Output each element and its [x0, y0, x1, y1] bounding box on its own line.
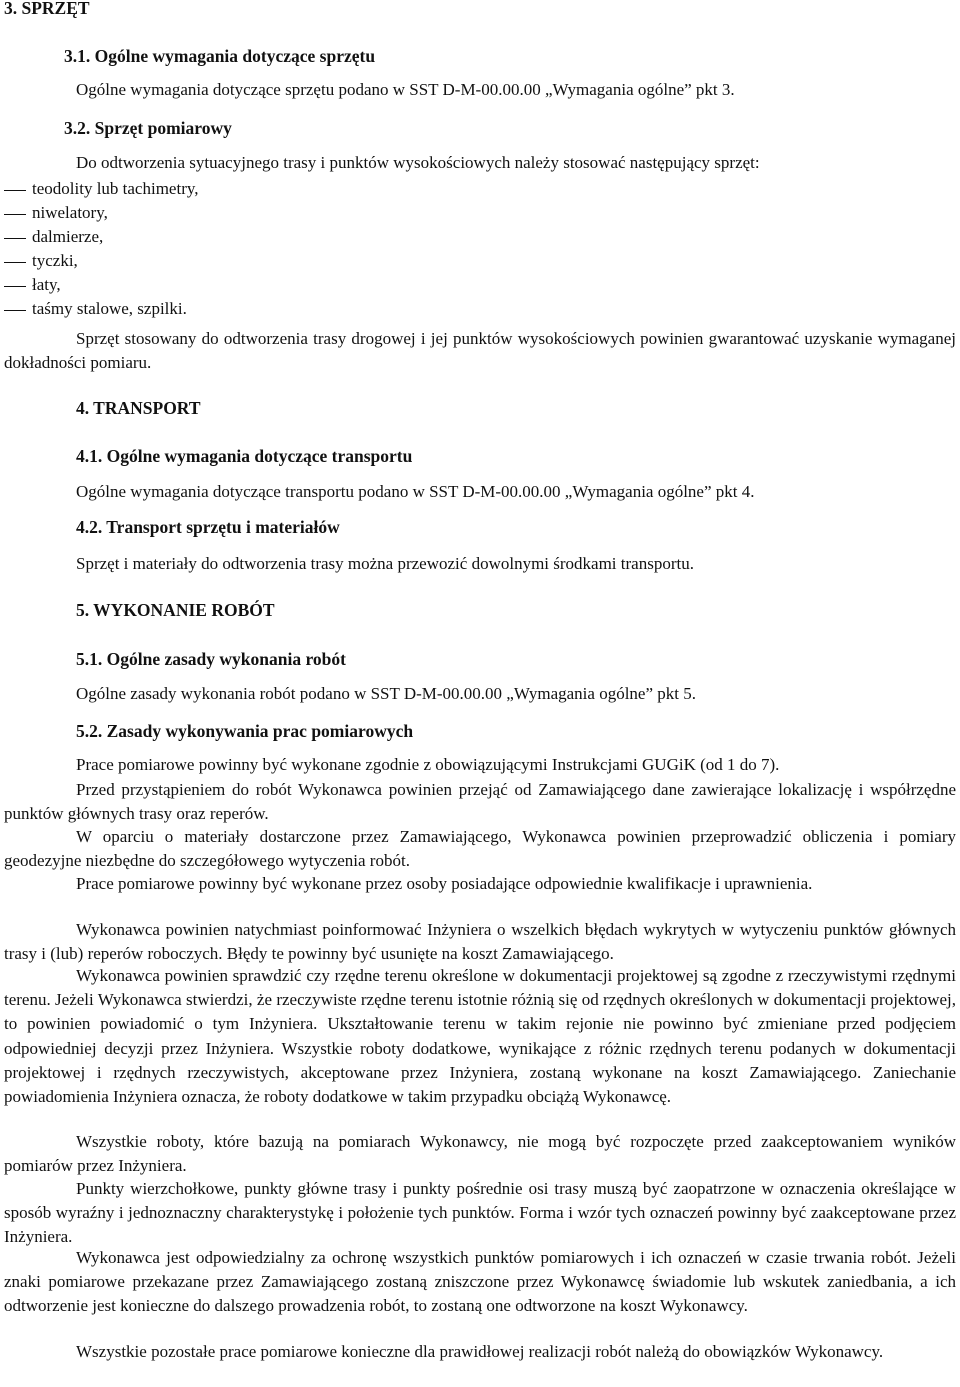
list-item: dalmierze,	[32, 227, 104, 246]
section-3-2-heading: 3.2. Sprzęt pomiarowy	[64, 118, 232, 138]
section-3-1-text: Ogólne wymagania dotyczące sprzętu podano w SST D-M-00.00.00 „Wymagania ogólne” pkt 3.	[76, 80, 735, 99]
section-5-2-first: Prace pomiarowe powinny być wykonane zgodnie z obowiązującymi Instrukcjami GUGiK (od 1 do 7).	[76, 755, 780, 774]
paragraph: Wykonawca jest odpowiedzialny za ochronę wszystkich punktów pomiarowych i ich oznaczeń w czasie trwania robót. Jeżeli znaki pomiarowe przekazane przez Zamawiającego zostaną zniszczone przez Wykonawcę świadomie lub wskutek zaniedbania, a ich odtworzenie jest konieczne do dalszego prowadzenia robót, to zostaną one odtworzone na koszt Wykonawcy.	[4, 1248, 956, 1316]
list-dash	[4, 190, 26, 191]
list-item: niwelatory,	[32, 203, 108, 222]
paragraph: Punkty wierzchołkowe, punkty główne trasy i punkty pośrednie osi trasy muszą być zaopatrzone w oznaczenia określające w sposób wyraźny i jednoznaczny charakterystykę i położenie tych punktów. Forma i wzór tych oznaczeń powinny być zaakceptowane przez Inżyniera.	[4, 1179, 956, 1247]
paragraph: Wykonawca powinien natychmiast poinformować Inżyniera o wszelkich błędach wykrytych w wytyczeniu punktów głównych trasy i (lub) reperów roboczych. Błędy te powinny być usunięte na koszt Zamawiającego.	[4, 920, 956, 964]
section-5-heading: 5. WYKONANIE ROBÓT	[76, 600, 275, 620]
list-item: łaty,	[32, 275, 61, 294]
section-3-1-heading: 3.1. Ogólne wymagania dotyczące sprzętu	[64, 46, 376, 66]
list-item: tyczki,	[32, 251, 78, 270]
section-4-2-heading: 4.2. Transport sprzętu i materiałów	[76, 517, 340, 537]
paragraph: W oparciu o materiały dostarczone przez Zamawiającego, Wykonawca powinien przeprowadzić obliczenia i pomiary geodezyjne niezbędne do szczegółowego wytyczenia robót.	[4, 827, 956, 871]
list-dash	[4, 310, 26, 311]
section-3-2-paragraph: Sprzęt stosowany do odtworzenia trasy drogowej i jej punktów wysokościowych powinien gwarantować uzyskanie wymaganej dokładności pomiaru.	[4, 329, 956, 373]
section-4-heading: 4. TRANSPORT	[76, 398, 201, 418]
list-dash	[4, 262, 26, 263]
paragraph: Wykonawca powinien sprawdzić czy rzędne terenu określone w dokumentacji projektowej są zgodne z rzeczywistymi rzędnymi terenu. Jeżeli Wykonawca stwierdzi, że rzeczywiste rzędne terenu istotnie różnią się od rzędnych określonych w dokumentacji projektowej, to powinien powiadomić o tym Inżyniera. Ukształtowanie terenu w takim rejonie nie powinno być zmieniane przed podjęciem odpowiedniej decyzji przez Inżyniera. Wszystkie roboty dodatkowe, wynikające z różnic rzędnych terenu podanych w dokumentacji projektowej i rzędnych rzeczywistych, akceptowane przez Inżyniera, zostaną wykonane na koszt Zamawiającego. Zaniechanie powiadomienia Inżyniera oznacza, że roboty dodatkowe w takim przypadku obciążą Wykonawcę.	[4, 966, 956, 1107]
paragraph: Prace pomiarowe powinny być wykonane przez osoby posiadające odpowiednie kwalifikacje i uprawnienia.	[76, 874, 813, 893]
section-4-1-heading: 4.1. Ogólne wymagania dotyczące transportu	[76, 446, 413, 466]
paragraph: Wszystkie pozostałe prace pomiarowe konieczne dla prawidłowej realizacji robót należą do obowiązków Wykonawcy.	[76, 1342, 884, 1361]
section-5-1-text: Ogólne zasady wykonania robót podano w SST D-M-00.00.00 „Wymagania ogólne” pkt 5.	[76, 684, 696, 703]
list-dash	[4, 286, 26, 287]
list-item: teodolity lub tachimetry,	[32, 179, 199, 198]
paragraph: Przed przystąpieniem do robót Wykonawca powinien przejąć od Zamawiającego dane zawierające lokalizację i współrzędne punktów głównych trasy oraz reperów.	[4, 780, 956, 824]
list-dash	[4, 238, 26, 239]
section-5-2-heading: 5.2. Zasady wykonywania prac pomiarowych	[76, 721, 414, 741]
list-item: taśmy stalowe, szpilki.	[32, 299, 187, 318]
paragraph: Wszystkie roboty, które bazują na pomiarach Wykonawcy, nie mogą być rozpoczęte przed zaakceptowaniem wyników pomiarów przez Inżyniera.	[4, 1132, 956, 1176]
list-dash	[4, 214, 26, 215]
section-3-2-intro: Do odtworzenia sytuacyjnego trasy i punktów wysokościowych należy stosować następujący sprzęt:	[76, 153, 760, 172]
section-3-heading: 3. SPRZĘT	[4, 0, 90, 18]
section-4-2-text: Sprzęt i materiały do odtworzenia trasy można przewozić dowolnymi środkami transportu.	[76, 554, 694, 573]
section-5-1-heading: 5.1. Ogólne zasady wykonania robót	[76, 649, 346, 669]
section-4-1-text: Ogólne wymagania dotyczące transportu podano w SST D-M-00.00.00 „Wymagania ogólne” pkt 4.	[76, 482, 755, 501]
